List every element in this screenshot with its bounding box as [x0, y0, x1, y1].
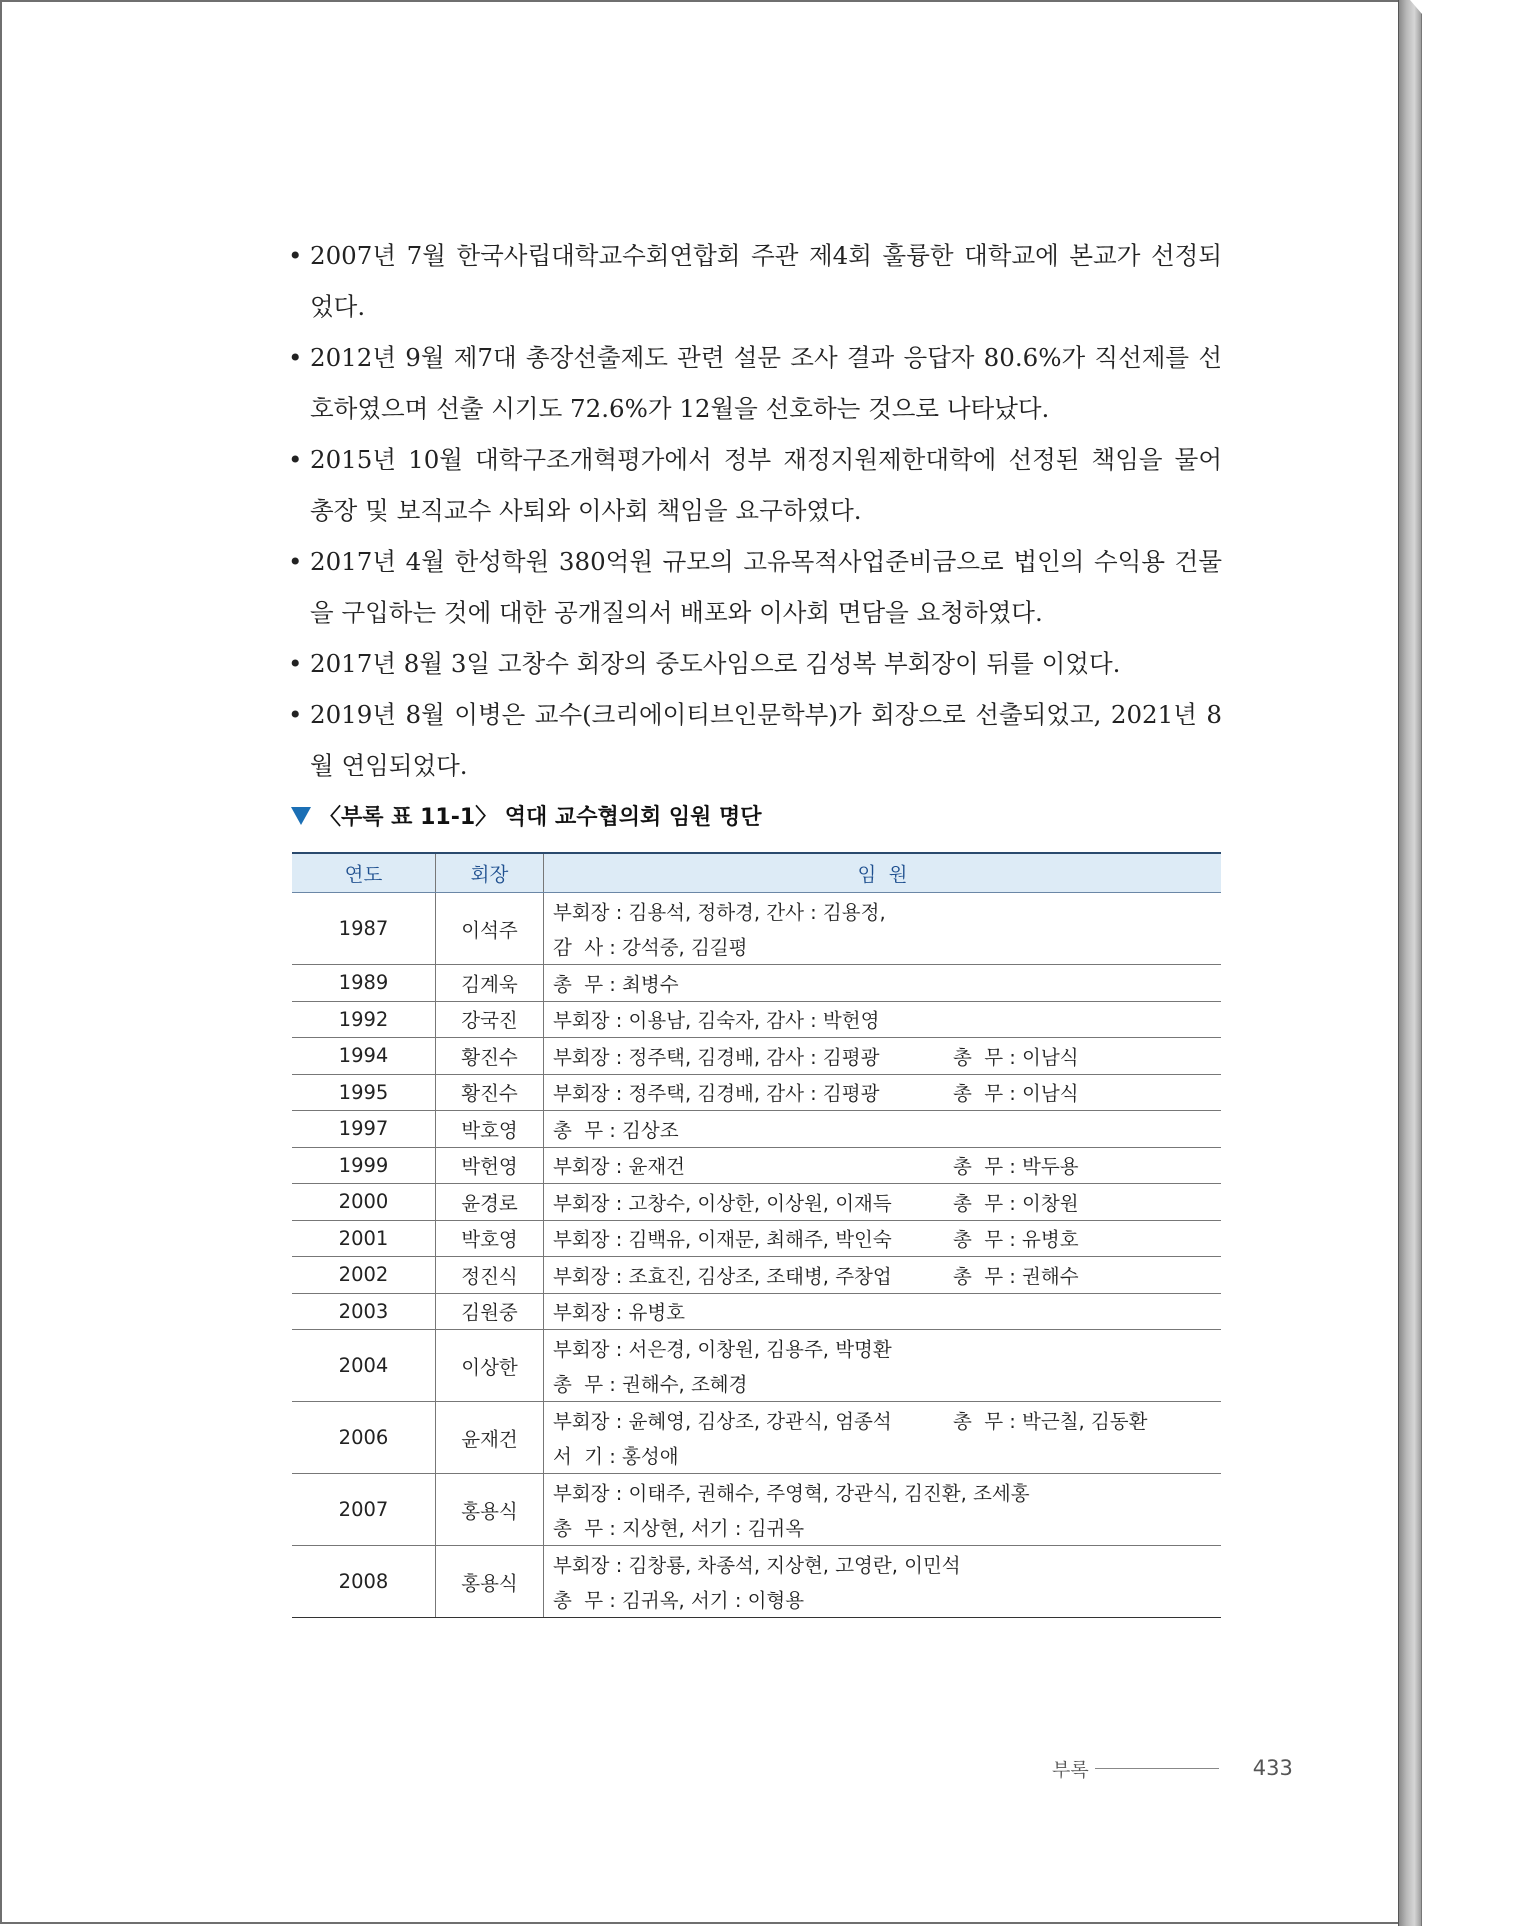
bullet-dot: • [288, 649, 303, 678]
table-header-row [292, 853, 1221, 893]
table-row [292, 1184, 1221, 1221]
officers-text-secondary: 총 무 : 박두용 [953, 1155, 1079, 1179]
officers-line [544, 1582, 1221, 1618]
officers-line [544, 1038, 1221, 1074]
table-caption [291, 800, 762, 831]
bullet-text: 2015년 10월 대학구조개혁평가에서 정부 재정지원제한대학에 선정된 책임을 물어 총장 및 보직교수 사퇴와 이사회 책임을 요구하였다. [310, 445, 1222, 525]
triangle-down-icon [291, 807, 311, 825]
page-number: 433 [1252, 1756, 1293, 1780]
bullet-text: 2012년 9월 제7대 총장선출제도 관련 설문 조사 결과 응답자 80.6%가 직선제를 선호하였으며 선출 시기도 72.6%가 12월을 선호하는 것으로 나타났다. [310, 343, 1222, 423]
officers-text: 부회장 : 정주택, 김경배, 감사 : 김평광 [553, 1045, 880, 1069]
cell-year: 2007 [292, 1474, 436, 1546]
officers-table [292, 852, 1221, 1618]
officers-line [544, 1002, 1221, 1038]
table-row [292, 1038, 1221, 1075]
officers-line [544, 1148, 1221, 1184]
table-body [292, 893, 1221, 1618]
footer-rule [1095, 1768, 1219, 1769]
officers-text: 부회장 : 김창룡, 차종석, 지상현, 고영란, 이민석 [553, 1553, 961, 1577]
cell-year: 1995 [292, 1074, 436, 1111]
officers-text-secondary: 총 무 : 이남식 [953, 1082, 1079, 1106]
cell-officers [544, 965, 1222, 1002]
footer-section-label: 부록 [1052, 1758, 1089, 1781]
column-header-year: 연도 [292, 853, 436, 893]
cell-president: 박호영 [436, 1111, 544, 1148]
cell-president: 홍용식 [436, 1474, 544, 1546]
officers-text: 부회장 : 김용석, 정하경, 간사 : 김용정, [553, 900, 886, 924]
cell-president: 윤경로 [436, 1184, 544, 1221]
table-row [292, 1546, 1221, 1618]
table-row [292, 1474, 1221, 1546]
officers-line [544, 1438, 1221, 1474]
officers-line [544, 1111, 1221, 1147]
cell-officers [544, 1293, 1222, 1330]
bullet-item [288, 689, 1222, 791]
bullet-dot: • [288, 241, 303, 270]
officers-text: 부회장 : 조효진, 김상조, 조태병, 주창업 [553, 1264, 892, 1288]
cell-year: 2001 [292, 1220, 436, 1257]
bullet-text: 2017년 8월 3일 고창수 회장의 중도사임으로 김성복 부회장이 뒤를 이었다. [310, 649, 1121, 678]
officers-text: 부회장 : 윤혜영, 김상조, 강관식, 엄종석 [553, 1409, 892, 1433]
cell-president: 윤재건 [436, 1402, 544, 1474]
table-row [292, 1330, 1221, 1402]
cell-officers [544, 1474, 1222, 1546]
officers-line [544, 1402, 1221, 1438]
officers-text: 총 무 : 김귀옥, 서기 : 이형용 [553, 1589, 805, 1613]
officers-line [544, 1546, 1221, 1582]
cell-year: 2008 [292, 1546, 436, 1618]
officers-line [544, 893, 1221, 929]
cell-president: 김원중 [436, 1293, 544, 1330]
cell-officers [544, 1330, 1222, 1402]
officers-text: 부회장 : 서은경, 이창원, 김용주, 박명환 [553, 1337, 892, 1361]
bullet-dot: • [288, 343, 303, 372]
cell-year: 1989 [292, 965, 436, 1002]
bullet-list [288, 230, 1222, 791]
bullet-text: 2017년 4월 한성학원 380억원 규모의 고유목적사업준비금으로 법인의 수익용 건물을 구입하는 것에 대한 공개질의서 배포와 이사회 면담을 요청하였다. [310, 547, 1222, 627]
cell-year: 2003 [292, 1293, 436, 1330]
officers-text: 총 무 : 최병수 [553, 972, 679, 996]
page-footer [1052, 1752, 1297, 1784]
bullet-item [288, 332, 1222, 434]
cell-year: 1997 [292, 1111, 436, 1148]
officers-text: 부회장 : 고창수, 이상한, 이상원, 이재득 [553, 1191, 892, 1215]
cell-president: 박헌영 [436, 1147, 544, 1184]
cell-year: 2000 [292, 1184, 436, 1221]
officers-line [544, 1510, 1221, 1546]
bullet-text: 2019년 8월 이병은 교수(크리에이티브인문학부)가 회장으로 선출되었고, 2021년 8월 연임되었다. [310, 700, 1222, 780]
book-page-edge [1398, 0, 1422, 1926]
cell-officers [544, 1074, 1222, 1111]
bullet-item [288, 434, 1222, 536]
officers-text: 부회장 : 윤재건 [553, 1155, 685, 1179]
column-header-president: 회장 [436, 853, 544, 893]
table-row [292, 1402, 1221, 1474]
cell-officers [544, 1220, 1222, 1257]
bullet-item [288, 230, 1222, 332]
officers-text-secondary: 총 무 : 이창원 [953, 1191, 1079, 1215]
officers-text-secondary: 총 무 : 이남식 [953, 1045, 1079, 1069]
table-row [292, 1257, 1221, 1294]
table-row [292, 1111, 1221, 1148]
table-caption-text: 〈부록 표 11-1〉 역대 교수협의회 임원 명단 [319, 805, 762, 830]
cell-president: 황진수 [436, 1074, 544, 1111]
officers-text: 부회장 : 정주택, 김경배, 감사 : 김평광 [553, 1082, 880, 1106]
bullet-item [288, 638, 1222, 689]
officers-text: 총 무 : 김상조 [553, 1118, 679, 1142]
officers-text: 총 무 : 지상현, 서기 : 김귀옥 [553, 1517, 805, 1541]
cell-year: 1992 [292, 1001, 436, 1038]
officers-line [544, 965, 1221, 1001]
cell-year: 1987 [292, 893, 436, 965]
table-row [292, 1147, 1221, 1184]
cell-year: 1994 [292, 1038, 436, 1075]
cell-officers [544, 1257, 1222, 1294]
officers-line [544, 929, 1221, 965]
bullet-dot: • [288, 547, 303, 576]
cell-officers [544, 1111, 1222, 1148]
cell-president: 황진수 [436, 1038, 544, 1075]
officers-text-secondary: 총 무 : 권해수 [953, 1264, 1079, 1288]
table-row [292, 965, 1221, 1002]
officers-text: 서 기 : 홍성애 [553, 1445, 679, 1469]
cell-president: 박호영 [436, 1220, 544, 1257]
bullet-item [288, 536, 1222, 638]
cell-year: 2006 [292, 1402, 436, 1474]
officers-line [544, 1330, 1221, 1366]
cell-year: 2002 [292, 1257, 436, 1294]
officers-text: 감 사 : 강석중, 김길평 [553, 936, 748, 960]
cell-president: 이석주 [436, 893, 544, 965]
cell-officers [544, 1546, 1222, 1618]
cell-president: 강국진 [436, 1001, 544, 1038]
officers-line [544, 1075, 1221, 1111]
officers-text: 부회장 : 이태주, 권해수, 주영혁, 강관식, 김진환, 조세홍 [553, 1481, 1030, 1505]
cell-officers [544, 1402, 1222, 1474]
cell-president: 이상한 [436, 1330, 544, 1402]
officers-text: 부회장 : 이용남, 김숙자, 감사 : 박헌영 [553, 1009, 880, 1033]
cell-president: 정진식 [436, 1257, 544, 1294]
cell-officers [544, 893, 1222, 965]
officers-line [544, 1366, 1221, 1402]
cell-officers [544, 1147, 1222, 1184]
table-row [292, 1220, 1221, 1257]
table-row [292, 893, 1221, 965]
bullet-dot: • [288, 700, 303, 729]
cell-president: 김계욱 [436, 965, 544, 1002]
cell-president: 홍용식 [436, 1546, 544, 1618]
officers-text: 부회장 : 유병호 [553, 1301, 685, 1325]
officers-line [544, 1294, 1221, 1330]
officers-line [544, 1221, 1221, 1257]
officers-text-secondary: 총 무 : 박근칠, 김동환 [953, 1409, 1148, 1433]
table-row [292, 1074, 1221, 1111]
officers-line [544, 1184, 1221, 1220]
bullet-text: 2007년 7월 한국사립대학교수회연합회 주관 제4회 훌륭한 대학교에 본교가 선정되었다. [310, 241, 1222, 321]
bullet-dot: • [288, 445, 303, 474]
officers-text: 총 무 : 권해수, 조혜경 [553, 1373, 748, 1397]
officers-text: 부회장 : 김백유, 이재문, 최해주, 박인숙 [553, 1228, 892, 1252]
officers-text-secondary: 총 무 : 유병호 [953, 1228, 1079, 1252]
table-row [292, 1293, 1221, 1330]
cell-officers [544, 1184, 1222, 1221]
cell-officers [544, 1038, 1222, 1075]
table-row [292, 1001, 1221, 1038]
cell-officers [544, 1001, 1222, 1038]
officers-line [544, 1257, 1221, 1293]
cell-year: 2004 [292, 1330, 436, 1402]
column-header-officers: 임 원 [544, 853, 1222, 893]
officers-line [544, 1474, 1221, 1510]
cell-year: 1999 [292, 1147, 436, 1184]
